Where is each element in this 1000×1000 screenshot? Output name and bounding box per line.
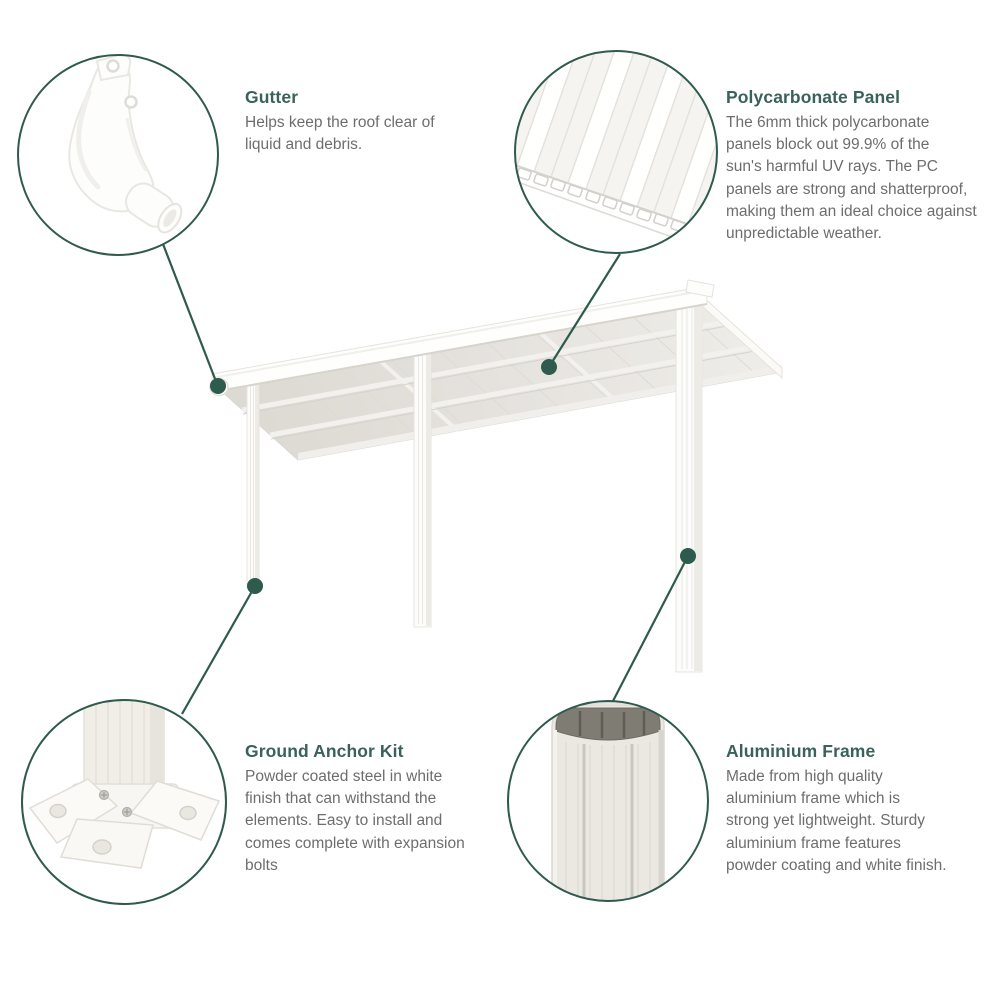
anchor-kit-detail-circle bbox=[22, 700, 226, 904]
callout-panel-line: sun's harmful UV rays. The PC bbox=[726, 158, 938, 176]
callout-ground-anchor-kit bbox=[245, 740, 465, 877]
callout-panel-line: panels block out 99.9% of the bbox=[726, 136, 930, 154]
callout-panel-title: Polycarbonate Panel bbox=[726, 87, 901, 107]
anchor-kit-anchor-dot bbox=[247, 578, 263, 594]
callout-frame-line: strong yet lightweight. Sturdy bbox=[726, 812, 926, 830]
callout-frame-line: aluminium frame which is bbox=[726, 790, 900, 808]
callout-anchor-line: bolts bbox=[245, 856, 278, 874]
callout-anchor-line: finish that can withstand the bbox=[245, 790, 437, 808]
gutter-anchor-dot bbox=[210, 378, 226, 394]
callout-anchor-line: comes complete with expansion bbox=[245, 834, 465, 852]
anchor-kit-connector-line bbox=[182, 586, 255, 714]
anchor-front-bolt-hole bbox=[93, 840, 111, 854]
panel-anchor-dot bbox=[541, 359, 557, 375]
callout-aluminium-frame bbox=[726, 740, 947, 877]
callout-frame-line: aluminium frame features bbox=[726, 834, 901, 852]
gutter-part-screw-hole-top bbox=[108, 61, 119, 72]
callout-panel-line: unpredictable weather. bbox=[726, 225, 882, 243]
post-middle bbox=[414, 352, 431, 627]
frame-anchor-dot bbox=[680, 548, 696, 564]
post-right bbox=[676, 304, 702, 672]
callout-gutter bbox=[245, 86, 435, 156]
callout-panel-line: panels are strong and shatterproof, bbox=[726, 180, 968, 198]
callout-panel-line: making them an ideal choice against bbox=[726, 202, 977, 220]
callout-panel-line: The 6mm thick polycarbonate bbox=[726, 114, 930, 131]
callout-anchor-line: elements. Easy to install and bbox=[245, 812, 443, 830]
frame-profile-illustration bbox=[552, 702, 664, 905]
gutter-detail-circle bbox=[18, 55, 218, 255]
callout-gutter-line: liquid and debris. bbox=[245, 136, 363, 154]
callout-frame-line: Made from high quality bbox=[726, 768, 883, 785]
gutter-connector-line bbox=[163, 244, 217, 384]
callout-polycarbonate-panel bbox=[726, 86, 977, 245]
pergola-illustration bbox=[210, 280, 782, 672]
anchor-screw-2 bbox=[123, 808, 132, 817]
panel-detail-circle bbox=[495, 12, 757, 253]
post-left bbox=[247, 380, 259, 588]
anchor-screw-1 bbox=[100, 791, 109, 800]
callout-gutter-title: Gutter bbox=[245, 87, 299, 107]
anchor-left-bolt-hole bbox=[50, 805, 66, 818]
callout-frame-title: Aluminium Frame bbox=[726, 741, 876, 761]
callout-anchor-line: Powder coated steel in white bbox=[245, 768, 443, 785]
anchor-right-bolt-hole bbox=[180, 807, 196, 820]
gutter-part-screw-hole-mid bbox=[126, 97, 137, 108]
callout-anchor-title: Ground Anchor Kit bbox=[245, 741, 404, 761]
frame-detail-circle bbox=[508, 701, 708, 905]
callout-frame-line: powder coating and white finish. bbox=[726, 856, 947, 874]
callout-gutter-line: Helps keep the roof clear of bbox=[245, 114, 435, 131]
